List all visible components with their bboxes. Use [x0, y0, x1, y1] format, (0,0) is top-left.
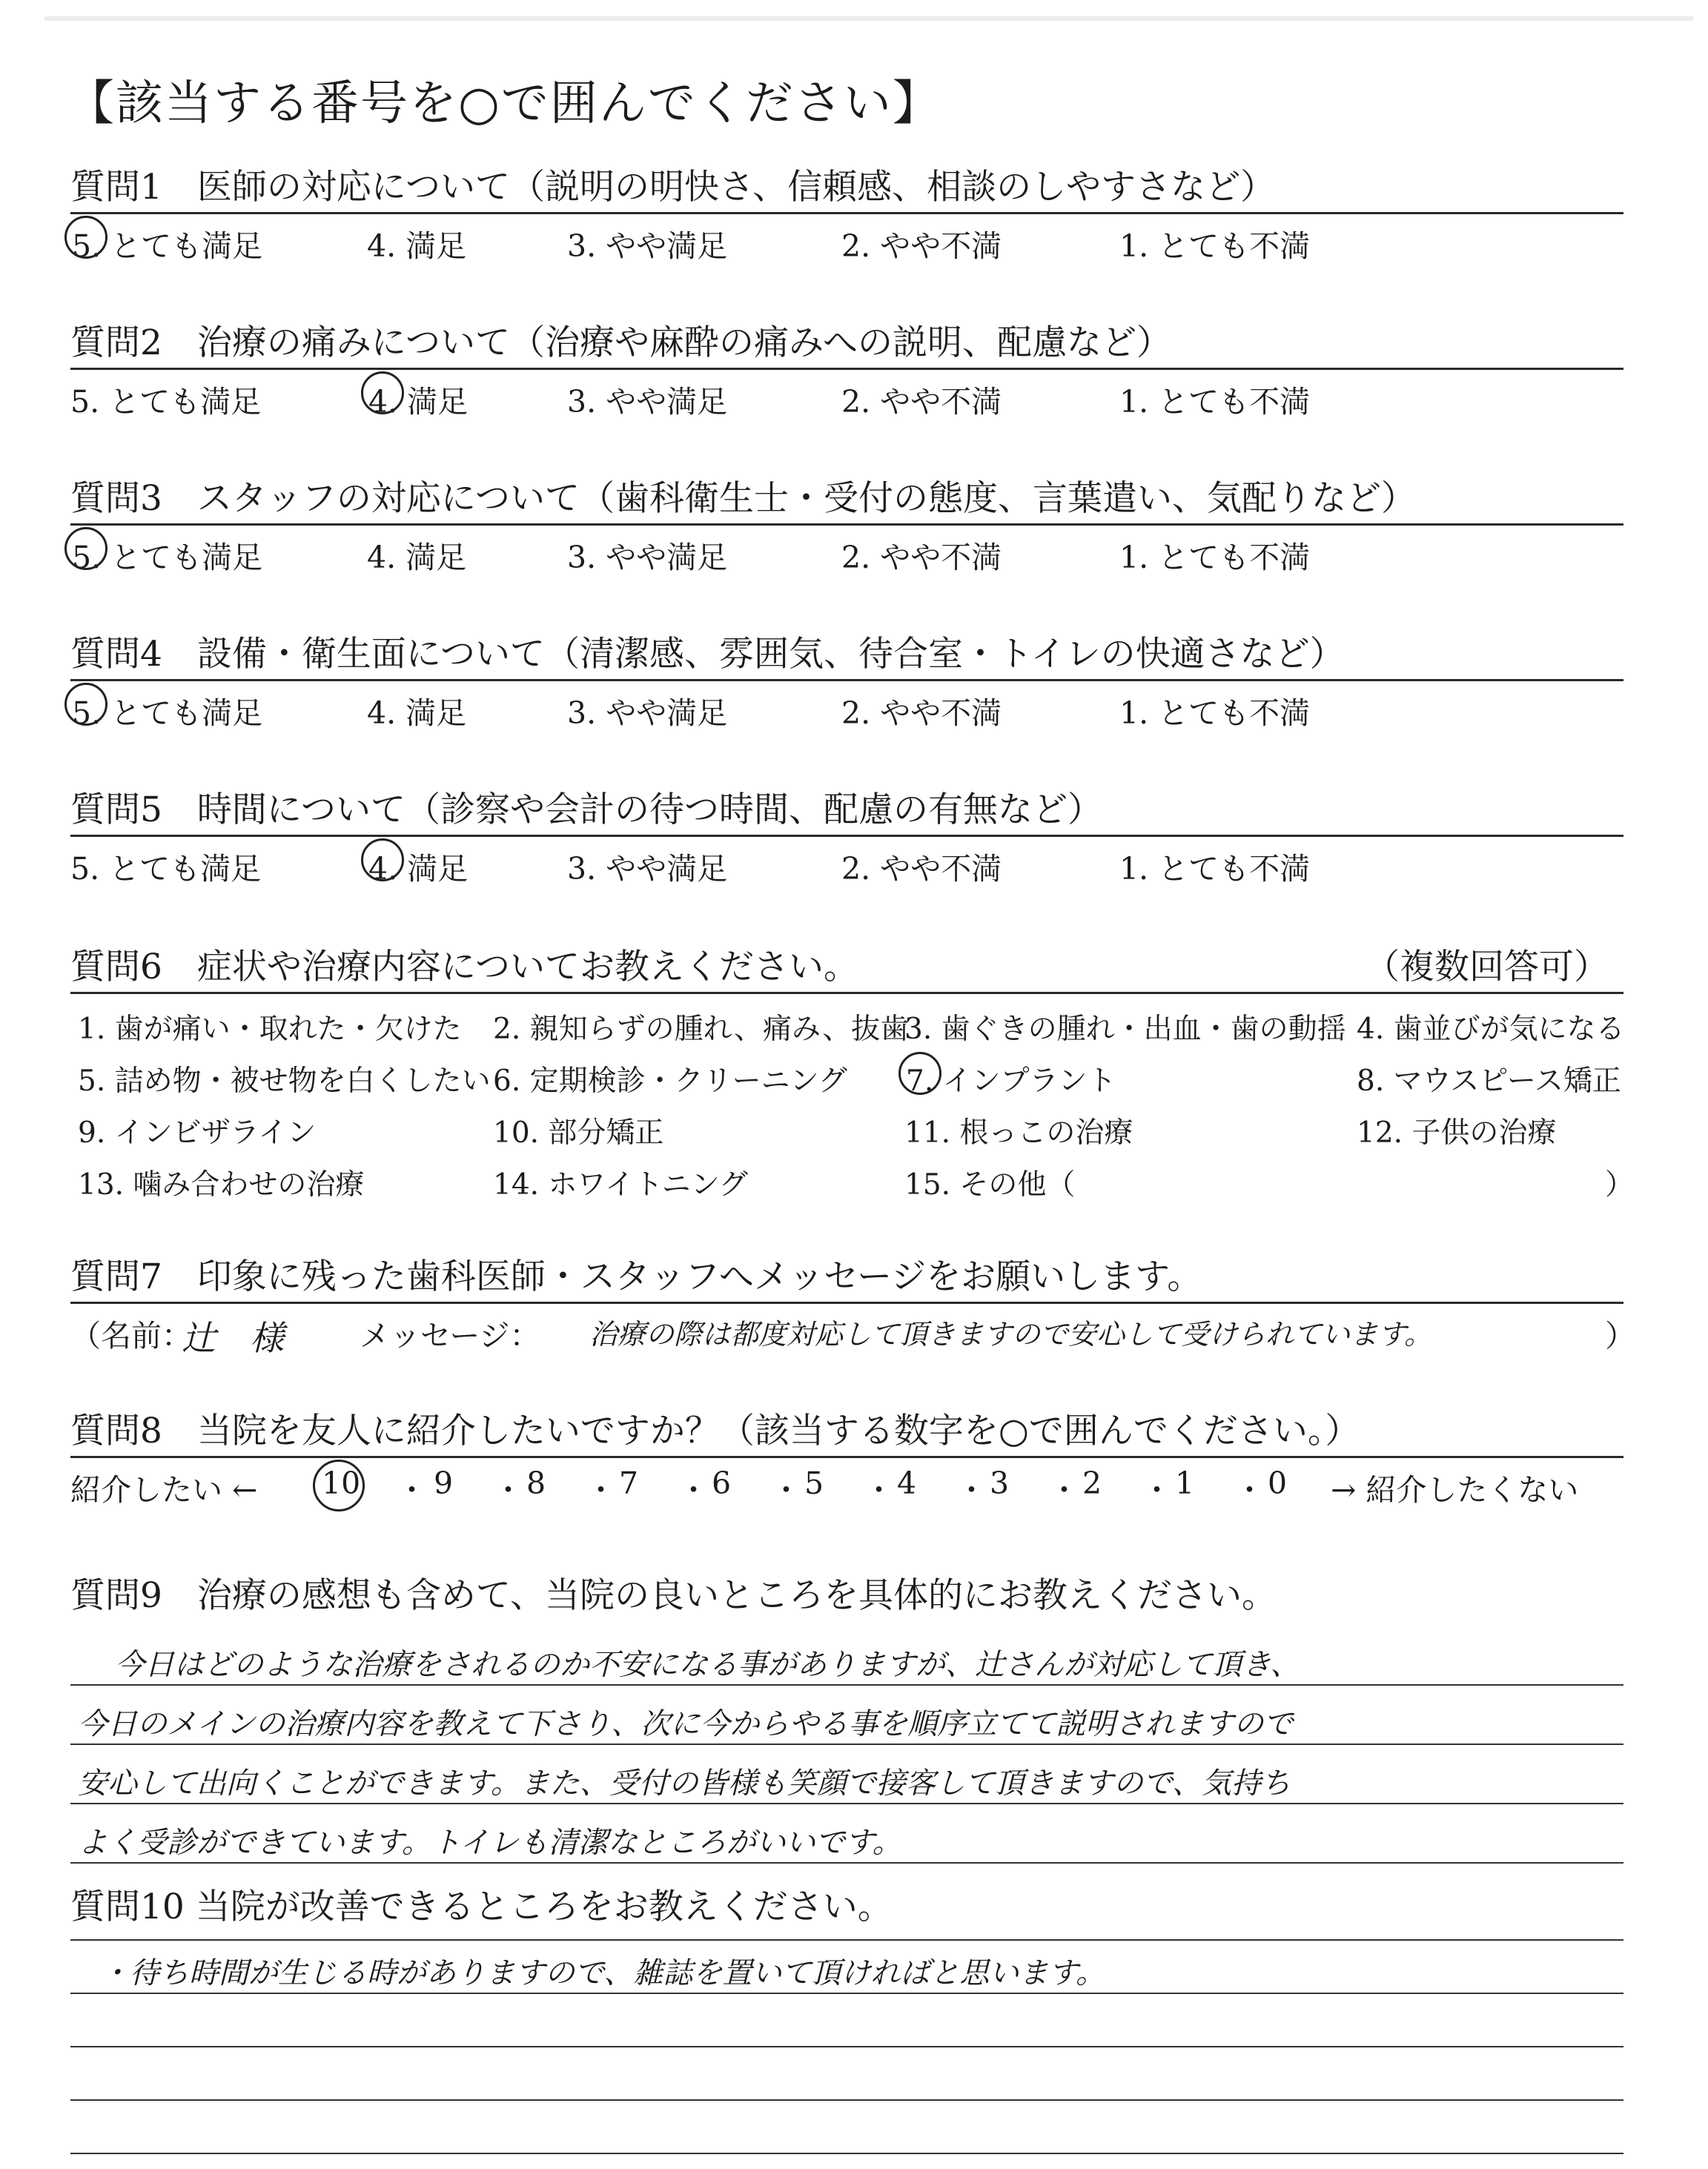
- rating-options: [70, 681, 1623, 733]
- rating-options: [70, 526, 1623, 577]
- question-8: [70, 1407, 1623, 1510]
- selection-circle: [313, 1460, 365, 1511]
- name-label: （名前：: [70, 1318, 192, 1354]
- scale-dot: ・: [1234, 1472, 1265, 1508]
- question-10: [70, 1883, 1623, 2169]
- answer-line[interactable]: よく受診ができています。トイレも清潔なところがいいです。: [78, 1826, 902, 1860]
- symptom-option[interactable]: 3. 歯ぐきの腫れ・出血・歯の動揺: [904, 1013, 1346, 1046]
- scale-dot: ・: [397, 1472, 427, 1508]
- question-1-title: 質問1 医師の対応について（説明の明快さ、信頼感、相談のしやすさなど）: [70, 167, 1276, 208]
- question-7: [70, 1253, 1635, 1358]
- answer-lines: [70, 1620, 1623, 1902]
- question-3-title: 質問3 スタッフの対応について（歯科衛生士・受付の態度、言葉遣い、気配りなど）: [70, 478, 1416, 519]
- rating-options: [70, 837, 1623, 889]
- rating-option-4[interactable]: 4. 満足: [367, 377, 468, 421]
- symptom-option[interactable]: 2. 親知らずの腫れ、痛み、抜歯: [493, 1013, 910, 1046]
- rating-option-2[interactable]: 2. やや不満: [841, 540, 1002, 575]
- answer-line[interactable]: 今日のメインの治療内容を教えて下さり、次に今からやる事を順序立てて説明されますので: [78, 1707, 1294, 1741]
- question-8-title: 質問8 当院を友人に紹介したいですか？（該当する数字を○で囲んでください。）: [70, 1411, 1360, 1451]
- question-4: [70, 630, 1623, 733]
- symptom-option[interactable]: 6. 定期検診・クリーニング: [493, 1064, 847, 1098]
- rating-option-5[interactable]: 5. とても満足: [70, 533, 262, 577]
- rating-option-4[interactable]: 4. 満足: [367, 844, 468, 888]
- multi-answer-note: （複数回答可）: [1365, 947, 1609, 987]
- question-2: [70, 319, 1623, 422]
- rating-option-5[interactable]: 5. とても満足: [70, 689, 262, 732]
- question-2-title: 質問2 治療の痛みについて（治療や麻酔の痛みへの説明、配慮など）: [70, 322, 1172, 363]
- selection-circle: [361, 838, 404, 881]
- answer-line[interactable]: 今日はどのような治療をされるのか不安になる事がありますが、辻さんが対応して頂き、: [115, 1648, 1300, 1682]
- rating-options: [70, 370, 1623, 422]
- rule: [70, 2046, 1623, 2047]
- rule: [70, 1993, 1623, 1994]
- answer-line[interactable]: ・待ち時間が生じる時がありますので、雑誌を置いて頂ければと思います。: [100, 1956, 1105, 1990]
- selection-circle: [361, 371, 404, 414]
- question-5: [70, 786, 1623, 889]
- scale-value[interactable]: 8: [526, 1466, 546, 1501]
- symptom-option[interactable]: 11. 根っこの治療: [904, 1116, 1133, 1150]
- name-value[interactable]: 辻 様: [182, 1318, 284, 1358]
- scale-dot: ・: [678, 1472, 709, 1508]
- rating-option-4[interactable]: 4. 満足: [367, 695, 467, 731]
- rating-option-1[interactable]: 1. とても不満: [1119, 384, 1311, 420]
- message-row: [70, 1304, 1635, 1358]
- scale-dot: ・: [1049, 1472, 1079, 1508]
- rule: [70, 1744, 1623, 1745]
- symptom-option[interactable]: 10. 部分矯正: [493, 1116, 664, 1150]
- referral-scale: [70, 1458, 1623, 1510]
- question-9: [70, 1572, 1623, 1902]
- rating-option-3[interactable]: 3. やや満足: [567, 228, 728, 264]
- symptom-option[interactable]: 5. 詰め物・被せ物を白くしたい: [78, 1064, 491, 1098]
- question-10-title: 質問10 当院が改善できるところをお教えください。: [70, 1887, 893, 1927]
- scale-dot: ・: [956, 1472, 987, 1508]
- question-3: [70, 474, 1623, 577]
- scale-value[interactable]: 1: [1175, 1466, 1195, 1501]
- selection-circle: [64, 683, 107, 726]
- rule: [70, 1803, 1623, 1804]
- symptom-option[interactable]: 8. マウスピース矯正: [1357, 1064, 1621, 1098]
- answer-line[interactable]: 安心して出向くことができます。また、受付の皆様も笑顔で接客して頂きますので、気持ち: [78, 1766, 1291, 1801]
- rating-option-4[interactable]: 4. 満足: [367, 228, 467, 264]
- scale-dot: ・: [586, 1472, 616, 1508]
- question-5-title: 質問5 時間について（診察や会計の待つ時間、配慮の有無など）: [70, 789, 1102, 830]
- scale-value-10[interactable]: 10: [319, 1466, 360, 1511]
- scale-value[interactable]: 5: [804, 1466, 824, 1501]
- scale-dot: ・: [771, 1472, 801, 1508]
- selection-circle: [64, 216, 107, 259]
- scale-value[interactable]: 7: [619, 1466, 639, 1501]
- symptom-options: [70, 994, 1635, 1216]
- other-close-paren: ）: [1605, 1168, 1635, 1202]
- question-4-title: 質問4 設備・衛生面について（清潔感、雰囲気、待合室・トイレの快適さなど）: [70, 634, 1345, 675]
- rating-option-3[interactable]: 3. やや満足: [567, 540, 728, 575]
- question-6-title-text: 質問6 症状や治療内容についてお教えください。: [70, 947, 858, 987]
- question-9-title: 質問9 治療の感想も含めて、当院の良いところを具体的にお教えください。: [70, 1575, 1277, 1616]
- rule: [70, 1684, 1623, 1686]
- symptom-option[interactable]: 12. 子供の治療: [1357, 1116, 1557, 1150]
- message-label: メッセージ：: [360, 1318, 540, 1354]
- scale-dot: ・: [864, 1472, 894, 1508]
- scale-value[interactable]: 6: [712, 1466, 732, 1501]
- symptom-option[interactable]: 4. 歯並びが気になる: [1357, 1013, 1625, 1046]
- rating-option-3[interactable]: 3. やや満足: [567, 851, 728, 887]
- symptom-option-implant[interactable]: 7. インプラント: [904, 1058, 1116, 1099]
- rating-option-5[interactable]: 5. とても満足: [70, 851, 262, 887]
- rating-option-1[interactable]: 1. とても不満: [1119, 540, 1311, 575]
- question-6-title: [70, 943, 1623, 992]
- symptom-option[interactable]: 1. 歯が痛い・取れた・欠けた: [78, 1013, 462, 1046]
- rule: [70, 2153, 1623, 2154]
- answer-lines: [70, 1932, 1623, 2169]
- scale-right-label: → 紹介したくない: [1331, 1472, 1579, 1508]
- question-1: [70, 163, 1623, 266]
- rating-option-3[interactable]: 3. やや満足: [567, 695, 728, 731]
- scale-value[interactable]: 2: [1082, 1466, 1102, 1501]
- symptom-option[interactable]: 9. インビザライン: [78, 1116, 317, 1150]
- question-7-title: 質問7 印象に残った歯科医師・スタッフへメッセージをお願いします。: [70, 1256, 1202, 1297]
- rating-option-4[interactable]: 4. 満足: [367, 540, 467, 575]
- scale-value[interactable]: 9: [434, 1466, 454, 1501]
- scan-edge: [0, 0, 1708, 22]
- message-close: ）: [1605, 1318, 1635, 1354]
- rating-option-1[interactable]: 1. とても不満: [1119, 695, 1311, 731]
- rating-option-2[interactable]: 2. やや不満: [841, 384, 1002, 420]
- scale-value[interactable]: 0: [1268, 1466, 1288, 1501]
- rating-options: [70, 214, 1623, 266]
- symptom-option[interactable]: 13. 噛み合わせの治療: [78, 1168, 365, 1202]
- rating-option-3[interactable]: 3. やや満足: [567, 384, 728, 420]
- symptom-option[interactable]: 14. ホワイトニング: [493, 1168, 748, 1202]
- scale-dot: ・: [1142, 1472, 1172, 1508]
- question-6: [70, 943, 1635, 1216]
- page-heading: 【該当する番号を○で囲んでください】: [67, 76, 941, 131]
- rule: [70, 1862, 1623, 1864]
- scale-value[interactable]: 3: [990, 1466, 1010, 1501]
- rating-option-1[interactable]: 1. とても不満: [1119, 851, 1311, 887]
- message-value[interactable]: 治療の際は都度対応して頂きますので安心して受けられています。: [589, 1318, 1432, 1351]
- selection-circle: [898, 1052, 941, 1095]
- rating-option-1[interactable]: 1. とても不満: [1119, 228, 1311, 264]
- selection-circle: [64, 527, 107, 570]
- rule: [70, 2099, 1623, 2101]
- rule: [70, 1939, 1623, 1941]
- rating-option-5[interactable]: 5. とても満足: [70, 384, 262, 420]
- scale-dot: ・: [493, 1472, 523, 1508]
- rating-option-2[interactable]: 2. やや不満: [841, 228, 1002, 264]
- rating-option-2[interactable]: 2. やや不満: [841, 851, 1002, 887]
- rating-option-5[interactable]: 5. とても満足: [70, 222, 262, 265]
- scale-left-label: 紹介したい ←: [70, 1472, 258, 1508]
- scale-value[interactable]: 4: [897, 1466, 917, 1501]
- symptom-option-other[interactable]: 15. その他（: [904, 1168, 1076, 1202]
- rating-option-2[interactable]: 2. やや不満: [841, 695, 1002, 731]
